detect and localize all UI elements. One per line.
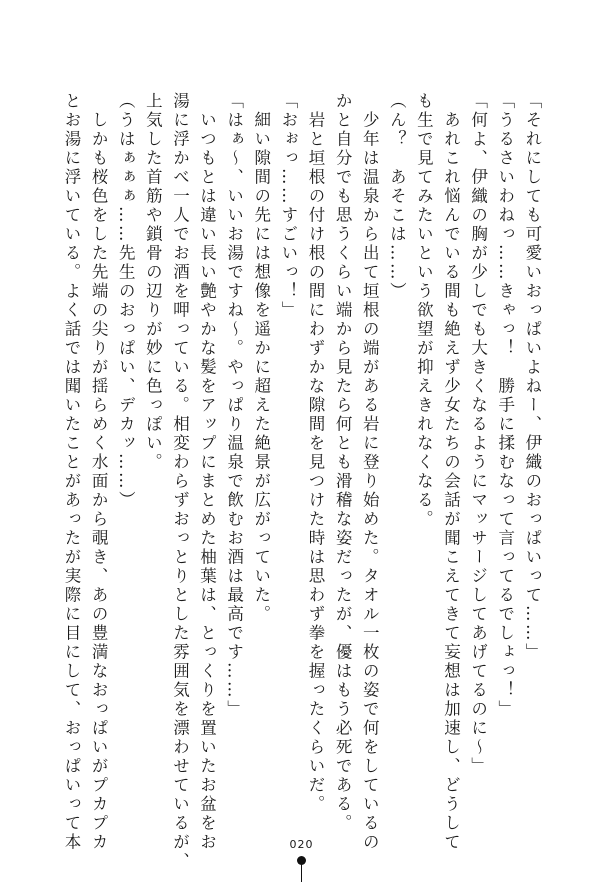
text-line: しかも桜色をした先端の尖りが揺らめく水面から覗き、あの豊満なおっぱいがプカプカ <box>89 92 109 852</box>
text-line: 「何よ、伊織の胸が少しでも大きくなるようにマッサージしてあげてるのに～」 <box>468 92 488 776</box>
text-line: 湯に浮かべ一人でお酒を呷っている。相変わらずおっとりとした雰囲気を漂わせているが、 <box>170 92 190 871</box>
text-line: 岩と垣根の付け根の間にわずかな隙間を見つけた時は思わず拳を握ったくらいだ。 <box>305 92 325 814</box>
text-line: も生で見てみたいという欲望が抑えきれなくなる。 <box>414 92 434 529</box>
text-line: かと自分でも思うくらい端から見たら何とも滑稽な姿だったが、優はもう必死である。 <box>333 92 353 833</box>
text-line: あれこれ悩んでいる間も絶えず少女たちの会話が聞こえてきて妄想は加速し、どうして <box>441 92 461 852</box>
text-line: 「それにしても可愛いおっぱいよねー、伊織のおっぱいって……」 <box>522 92 542 662</box>
page-marker-line <box>301 864 302 882</box>
text-line: 「おぉっ……すごいっ！」 <box>278 92 298 320</box>
text-line: （ん？ あそこは……） <box>387 92 407 301</box>
text-line: 「はぁ～、いいお湯ですね～。やっぱり温泉で飲むお酒は最高です……」 <box>224 92 244 719</box>
text-line: とお湯に浮いている。よく話では聞いたことがあったが実際に目にして、おっぱいって本 <box>62 92 81 852</box>
text-line: 「うるさいわねっ……きゃっ！ 勝手に揉むなって言ってるでしょっ！」 <box>495 92 515 719</box>
page-number: 020 <box>289 838 314 851</box>
text-line: 少年は温泉から出て垣根の端がある岩に登り始めた。タオル一枚の姿で何をしているの <box>360 92 380 852</box>
text-line: 細い隙間の先には想像を遥かに超えた絶景が広がっていた。 <box>251 92 271 624</box>
text-line: 上気した首筋や鎖骨の辺りが妙に色っぽい。 <box>143 92 163 472</box>
text-line: （うはぁぁぁ……先生のおっぱい、デカッ……） <box>116 92 136 510</box>
text-line: いつもとは違い長い艶やかな髪をアップにまとめた柚葉は、とっくりを置いたお盆をお <box>197 92 217 852</box>
